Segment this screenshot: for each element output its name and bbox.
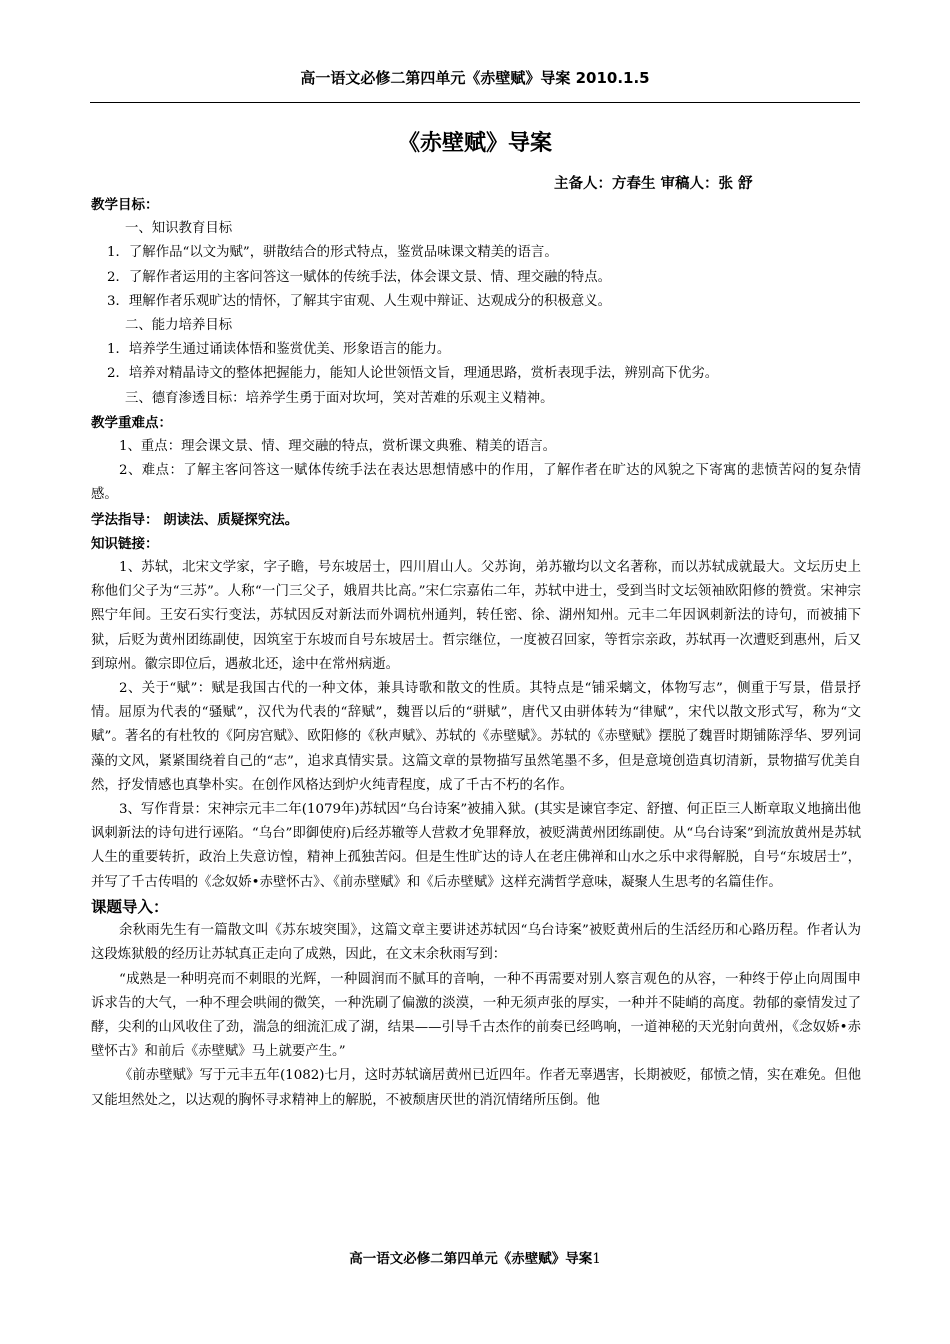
header-divider [90,102,860,103]
document-title: 《赤壁赋》导案 [397,131,552,156]
ability-goal-item: 2．培养对精晶诗文的整体把握能力，能知人论世领悟文旨，理通思路，赏析表现手法，辨别高下优劣。 [107,366,719,382]
author-credits: 主备人：方春生 审稿人：张 舒 [554,176,753,192]
ability-goal-heading: 二、能力培养目标 [125,318,233,334]
knowledge-link-paragraph: 3、写作背景：宋神宗元丰二年(1079年)苏轼因“乌台诗案”被捕入狱。(其实是谏官李定、舒擅、何正臣三人断章取义地摘出他讽刺新法的诗句进行诬陷。“乌台”即御使府)后经苏辙等人营救才免罪释放，被贬满黄州团练副使。从“乌台诗案”到流放黄州是苏轼人生的重要转折，政治上失意访惶，精神上孤独苦闷。但是生性旷达的诗人在老庄佛禅和山水之乐中求得解脱，自号“东坡居士”，并写了千古传唱的《念奴娇•赤壁怀古》、《前赤壁赋》和《后赤壁赋》这样充满哲学意味，凝聚人生思考的名篇佳作。 [91,802,861,890]
intro-quote: “成熟是一种明亮而不刺眼的光辉，一种圆润而不腻耳的音响，一种不再需要对别人察言观色的从容，一种终于停止向周围申诉求告的大气，一种不理会哄闹的微笑，一种洗刷了偏激的淡漠，一种无须声张的厚实，一种并不陡峭的高度。勃郁的豪情发过了酵，尖利的山风收住了劲，湍急的细流汇成了湖，结果——引导千古杰作的前奏已经鸣响，一道神秘的天光射向黄州，《念奴娇•赤壁怀古》和前后《赤壁赋》马上就要产生。” [91,971,861,1060]
intro-paragraph: 《前赤壁赋》写于元丰五年(1082)七月，这时苏轼谪居黄州已近四年。作者无辜遇害，长期被贬，郁愤之情，实在难免。但他又能坦然处之，以达观的胸怀寻求精神上的解脱，不被颓唐厌世的消沉情绪所压倒。他 [91,1068,861,1108]
moral-goal: 三、德育渗透目标：培养学生勇于面对坎坷，笑对苦难的乐观主义精神。 [125,390,554,406]
knowledge-goal-heading: 一、知识教育目标 [125,221,233,237]
keypoint-item: 1、重点：理会课文景、情、理交融的特点，赏析课文典雅、精美的语言。 [119,439,557,455]
running-footer [0,1247,950,1267]
knowledge-link-paragraph: 2、关于“赋”：赋是我国古代的一种文体，兼具诗歌和散文的性质。其特点是“铺采螭文，体物写志”，侧重于写景，借景抒情。屈原为代表的“骚赋”，汉代为代表的“辞赋”，魏晋以后的“骈赋”，唐代又由骈体转为“律赋”，宋代以散文形式写，称为“文赋”。著名的有杜牧的《阿房宫赋》、欧阳修的《秋声赋》、苏轼的《赤壁赋》。苏轼的《赤壁赋》摆脱了魏晋时期铺陈浮华、罗列词藻的文风，紧紧围绕着自己的“志”，追求真情实景。这篇文章的景物描写虽然笔墨不多，但是意境创造真切清新，景物描写优美自然，抒发情感也真挚朴实。在创作风格达到炉火纯青程度，成了千古不朽的名作。 [91,681,861,793]
knowledge-goal-item: 1．了解作品“以文为赋”，骈散结合的形式特点，鉴赏品味课文精美的语言。 [107,245,558,261]
method-guidance: 学法指导： 朗读法、质疑探究法。 [91,511,299,528]
knowledge-link-paragraph: 1、苏轼，北宋文学家，字子瞻，号东坡居士，四川眉山人。父苏询，弟苏辙均以文名著称，而以苏轼成就最大。文坛历史上称他们父子为“三苏”。人称“一门三父子，娥眉共比高。”宋仁宗嘉佑二年，苏轼中进士，受到当时文坛领袖欧阳修的赞赏。宋神宗熙宁年间。王安石实行变法，苏轼因反对新法而外调杭州通判，转任密、徐、湖州知州。元丰二年因讽刺新法的诗句，而被捕下狱，后贬为黄州团练副使，因筑室于东坡而自号东坡居士。哲宗继位，一度被召回家，等哲宗亲政，苏轼再一次遭贬到惠州，后又到琼州。徽宗即位后，遇赦北还，途中在常州病逝。 [91,560,861,672]
keypoint-item: 2、难点：了解主客问答这一赋体传统手法在表达思想情感中的作用，了解作者在旷达的风貌之下寄寓的悲愤苦闷的复杂情感。 [91,463,861,503]
intro-paragraph: 余秋雨先生有一篇散文叫《苏东坡突围》，这篇文章主要讲述苏轼因“乌台诗案”被贬黄州后的生活经历和心路历程。作者认为这段炼狱般的经历让苏轼真正走向了成熟，因此，在文末余秋雨写到： [91,923,861,963]
knowledge-goal-item: 3．理解作者乐观旷达的情怀，了解其宇宙观、人生观中辩证、达观成分的积极意义。 [107,293,611,309]
knowledge-goal-item: 2．了解作者运用的主客问答这一赋体的传统手法，体会课文景、情、理交融的特点。 [107,269,611,285]
footer-label: 高一语文必修二第四单元《赤壁赋》导案 [349,1251,593,1267]
objectives-heading: 教学目标： [91,197,159,213]
intro-heading: 课题导入： [91,897,169,916]
page-number: 1 [592,1251,601,1267]
running-header: 高一语文必修二第四单元《赤壁赋》导案 2010.1.5 [300,69,650,87]
document-body [91,193,861,1113]
knowledge-link-heading: 知识链接： [91,535,159,552]
keypoints-heading: 教学重难点： [91,414,172,431]
ability-goal-item: 1．培养学生通过诵读体悟和鉴赏优美、形象语言的能力。 [107,342,451,358]
